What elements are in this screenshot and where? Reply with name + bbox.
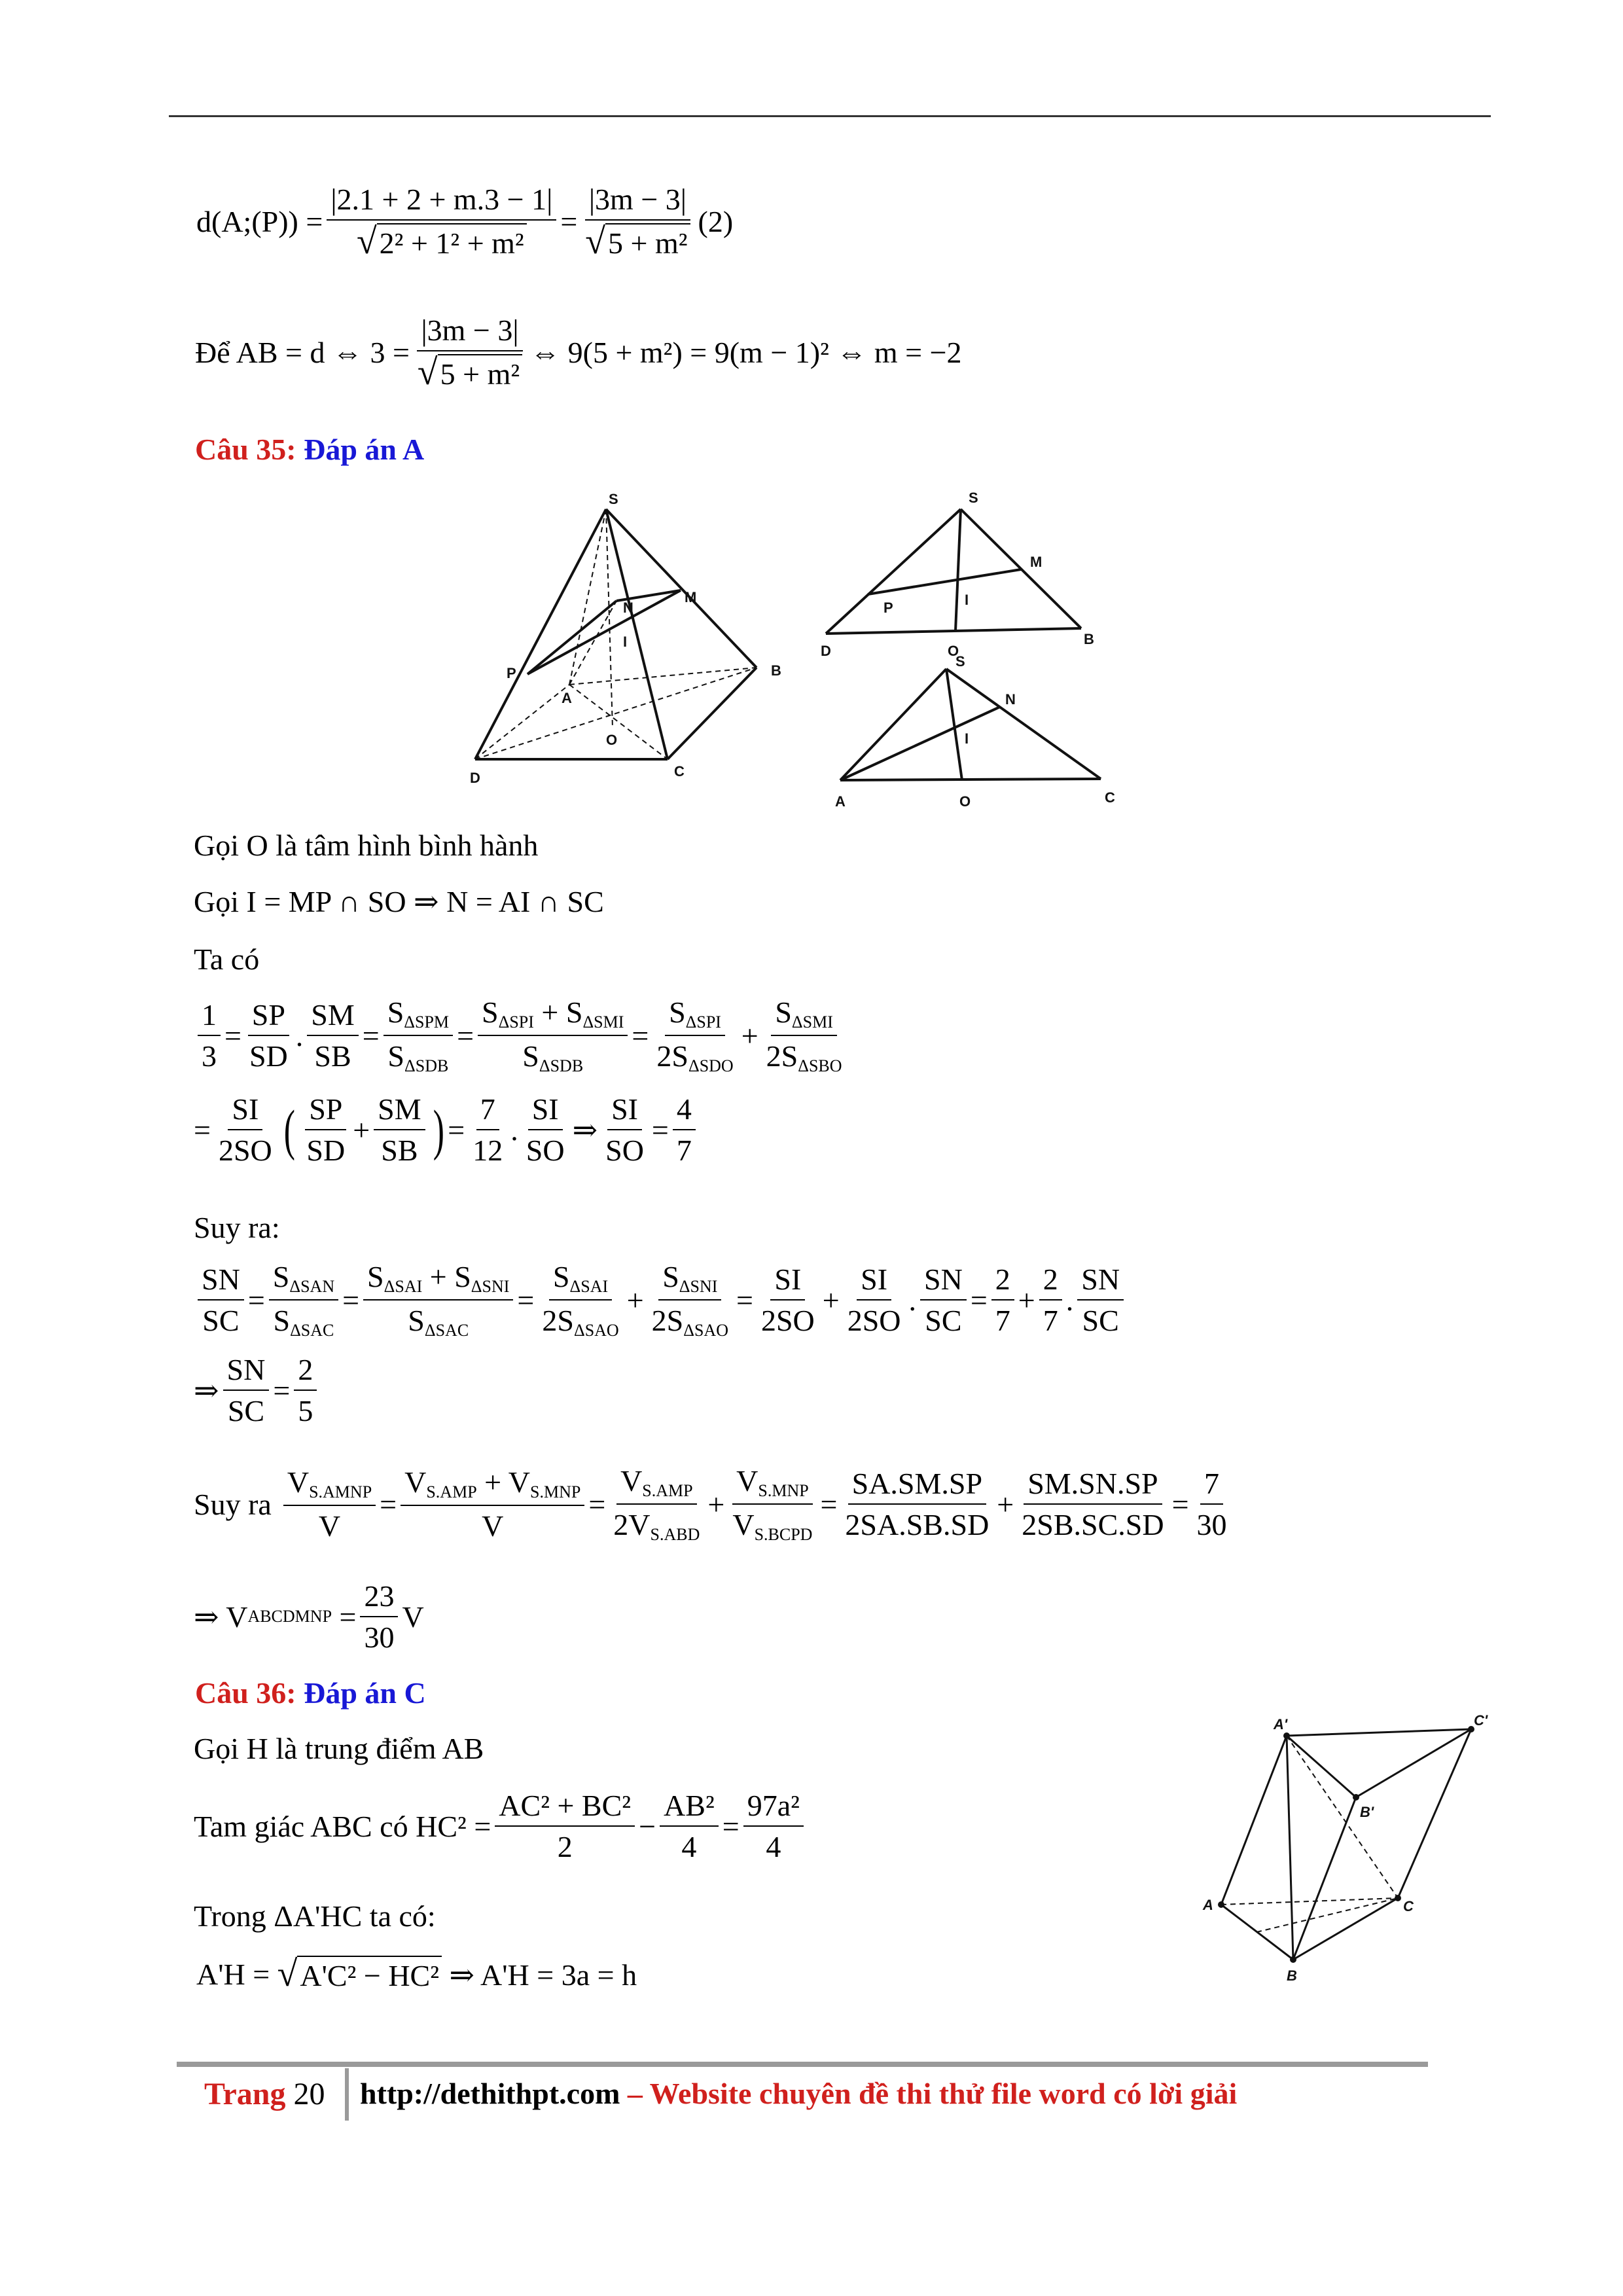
edge-c1b1 xyxy=(1356,1729,1471,1797)
tri1-sb xyxy=(961,509,1081,628)
svg-text:B: B xyxy=(1287,1967,1297,1984)
segment-pm xyxy=(527,590,681,674)
svg-text:A: A xyxy=(1203,1897,1213,1913)
footer-link[interactable]: http://dethithpt.com xyxy=(360,2077,620,2110)
segment-a1h xyxy=(1287,1736,1293,1960)
svg-text:I: I xyxy=(965,730,969,747)
svg-text:C': C' xyxy=(1474,1715,1488,1729)
edge-ac xyxy=(1221,1898,1398,1905)
edge-cb xyxy=(668,668,757,759)
equation-ratio-1: $\frac{1}{3}$ = $\frac{SP}{SD}$ . $\frac{SM}{SB}$ = $\frac{S_{\Delta SPM}}{S_{\Delta SDB}}$ = $\frac{S_{\Delta SPI} + S_{\Delta SMI}}{S_{\Delta SDB}}$ = $\frac{S_{\Delta SPI}}{2S_{\Delta SDO}}$ + $\frac{S_{\Delta SMI}}{2S_{\Delta SBO}}$ xyxy=(194,995,850,1076)
tri1-sd xyxy=(826,509,961,634)
footer-page-number: Trang 20 xyxy=(204,2077,325,2111)
svg-text:P: P xyxy=(507,665,516,681)
figure-pyramid xyxy=(452,484,1185,825)
svg-text:C: C xyxy=(1403,1898,1414,1914)
edge-a1b1 xyxy=(1287,1736,1356,1797)
footer-site: http://dethithpt.com – Website chuyên đề thi thử file word có lời giải xyxy=(360,2077,1238,2110)
svg-text:N: N xyxy=(1005,691,1016,708)
svg-text:B: B xyxy=(1084,631,1094,647)
svg-text:O: O xyxy=(948,643,959,659)
svg-text:S: S xyxy=(609,491,618,507)
svg-text:D: D xyxy=(470,770,480,786)
edge-sc xyxy=(606,509,668,759)
edge-aa1 xyxy=(1221,1736,1287,1905)
edge-cc1 xyxy=(1398,1729,1471,1898)
svg-text:N: N xyxy=(623,600,633,616)
question-36-heading: Câu 36: Đáp án C xyxy=(195,1676,426,1710)
text-line-4: Suy ra: xyxy=(194,1211,280,1244)
text-line-1: Gọi O là tâm hình bình hành xyxy=(194,829,539,862)
tri2-ac xyxy=(840,779,1101,780)
edge-bc xyxy=(1293,1898,1398,1960)
svg-text:M: M xyxy=(685,589,697,605)
equation-distance: d(A;(P)) = |2.1 + 2 + m.3 − 1| √ 2² + 1² + m² = |3m − 3| √ 5 + m² (2) xyxy=(196,183,734,262)
svg-text:O: O xyxy=(606,732,618,748)
header-rule xyxy=(169,115,1491,117)
svg-text:C: C xyxy=(1105,789,1115,806)
edge-sa xyxy=(569,509,606,685)
footer-divider xyxy=(345,2068,349,2121)
tri2-an xyxy=(840,707,1000,780)
q36-text-line-3: Trong ΔA'HC ta có: xyxy=(194,1899,436,1933)
edge-da xyxy=(475,685,569,759)
footer-rule xyxy=(177,2062,1428,2067)
equation-volume-ratio: Suy ra $\frac{V_{S.AMNP}}{V}$ = $\frac{V_{S.AMP} + V_{S.MNP}}{V}$ = $\frac{V_{S.AMP}}{2V_{S.ABD}}$ + $\frac{V_{S.MNP}}{V_{S.BCPD}}$ = $\frac{SA.SM.SP}{2SA.SB.SD}$ + $\frac{SM.SN.SP}{2SB.SC.SD}$ = $\frac{7}{30}$ xyxy=(194,1464,1227,1544)
edge-bb1 xyxy=(1293,1797,1356,1960)
svg-text:P: P xyxy=(883,600,893,616)
equation-ratio-3: $\frac{SN}{SC}$ = $\frac{S_{\Delta SAN}}{S_{\Delta SAC}}$ = $\frac{S_{\Delta SAI} + S_{\Delta SNI}}{S_{\Delta SAC}}$ = $\frac{S_{\Delta SAI}}{2S_{\Delta SAO}}$ + $\frac{S_{\Delta SNI}}{2S_{\Delta SAO}}$ = $\frac{SI}{2SO}$ + $\frac{SI}{2SO}$ . $\frac{SN}{SC}$ = $\frac{2}{7}$ + $\frac{2}{7}$ . $\frac{SN}{SC}$ xyxy=(194,1259,1128,1340)
q36-text-line-1: Gọi H là trung điểm AB xyxy=(194,1732,484,1765)
equation-ab-equals-d: Để AB = d ⇔ 3 = |3m − 3| √ 5 + m² ⇔ 9(5 + m²) = 9(m − 1)² ⇔ m = −2 xyxy=(195,314,962,393)
equation-ratio-4: ⇒ $\frac{SN}{SC}$ = $\frac{2}{5}$ xyxy=(194,1352,321,1428)
svg-text:I: I xyxy=(965,592,969,608)
svg-text:O: O xyxy=(959,793,971,810)
text-line-2: Gọi I = MP ∩ SO ⇒ N = AI ∩ SC xyxy=(194,885,604,918)
svg-text:M: M xyxy=(1030,554,1043,570)
equation-ratio-2: = $\frac{SI}{2SO}$ ( $\frac{SP}{SD}$ + $\frac{SM}{SB}$ ) = $\frac{7}{12}$ . $\frac{SI}{SO}$ ⇒ $\frac{SI}{SO}$ = $\frac{4}{7}$ xyxy=(194,1092,700,1168)
tri2-sa xyxy=(840,669,946,780)
segment-a1c xyxy=(1287,1736,1398,1898)
edge-sb xyxy=(606,509,757,668)
equation-volume-result: ⇒ V ABCDMNP = $\frac{23}{30}$ V xyxy=(194,1579,424,1654)
tri1-so xyxy=(955,509,961,631)
svg-text:I: I xyxy=(623,634,628,650)
edge-a1c1 xyxy=(1287,1729,1471,1736)
svg-text:C: C xyxy=(674,763,685,780)
segment-pn xyxy=(527,601,616,674)
tri2-sc xyxy=(946,669,1101,779)
svg-text:A: A xyxy=(562,690,572,706)
svg-text:B': B' xyxy=(1360,1804,1374,1820)
equation-hc-squared: Tam giác ABC có HC² = $\frac{\text{AC² + BC²}}{2}$ − $\frac{\text{AB²}}{4}$ = $\frac{\text{97a²}}{4}$ xyxy=(194,1788,808,1864)
tri1-db xyxy=(826,628,1081,634)
svg-text:A: A xyxy=(835,793,846,810)
text-line-3: Ta có xyxy=(194,942,260,976)
svg-text:S: S xyxy=(969,490,978,506)
svg-text:D: D xyxy=(821,643,831,659)
equation-height: A'H = √ A'C² − HC² ⇒ A'H = 3a = h xyxy=(196,1954,637,1994)
question-35-heading: Câu 35: Đáp án A xyxy=(195,433,425,466)
svg-text:S: S xyxy=(955,653,965,670)
figure-prism xyxy=(1191,1715,1505,1996)
svg-text:A': A' xyxy=(1274,1716,1288,1732)
edge-sd xyxy=(475,509,606,759)
svg-text:B: B xyxy=(771,662,781,679)
